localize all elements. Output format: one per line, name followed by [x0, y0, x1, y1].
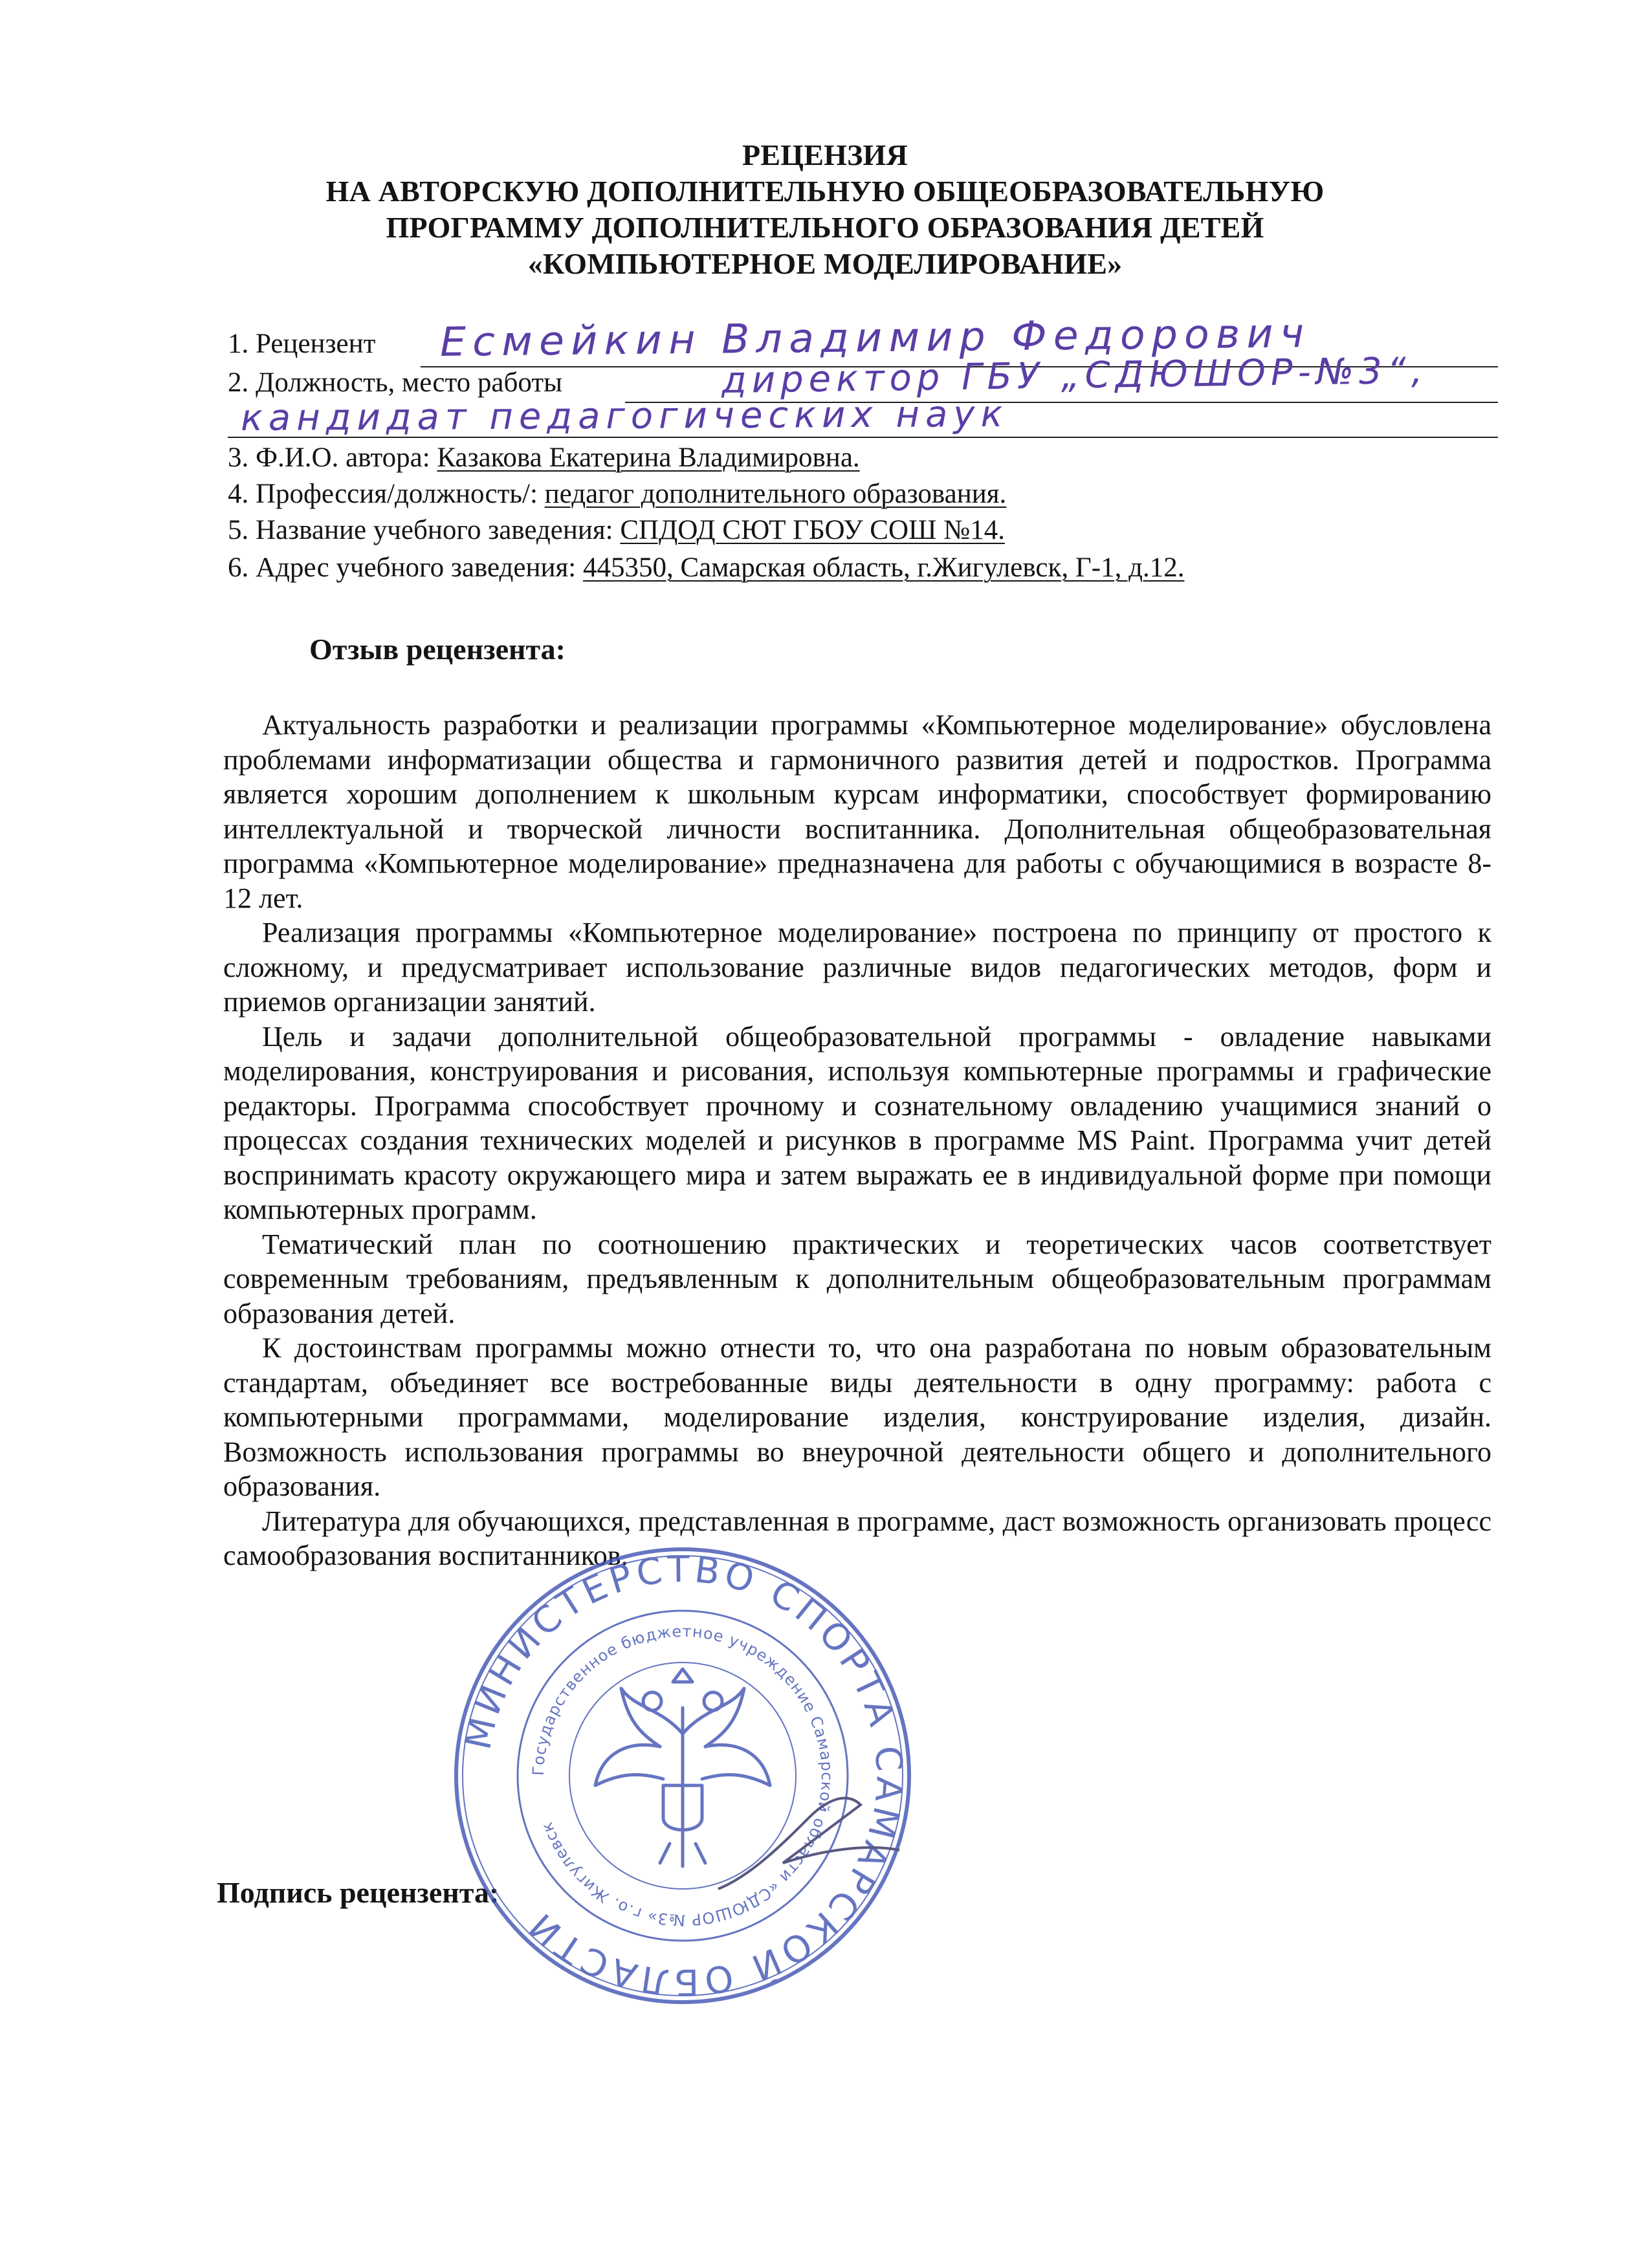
reviewer-label: 1. Рецензент [228, 329, 376, 359]
title-line-2: НА АВТОРСКУЮ ДОПОЛНИТЕЛЬНУЮ ОБЩЕОБРАЗОВАТЕЛЬНУЮ [325, 175, 1325, 208]
review-paragraph: К достоинствам программы можно отнести то, что она разработана по новым образовательным стандартам, объединяет все востребованные виды деятельности в одну программу: работа с компьютерными программами, моделирование изделия, конструирование изделия, дизайн. Возможность использования программы во внеурочной деятельности общего и дополнительного образования. [223, 1332, 1491, 1502]
official-seal-stamp [446, 1540, 919, 2012]
signature-label: Подпись рецензента: [217, 1876, 500, 1909]
school-value: СПДОД СЮТ ГБОУ СОШ №14. [620, 515, 1005, 545]
seal-inner-text: Государственное бюджетное учреждение Самарской области «СДЮШОР №3» г.о. Жигулевск [529, 1622, 837, 1930]
author-field [228, 441, 860, 475]
review-heading: Отзыв рецензента: [309, 633, 566, 666]
author-label: 3. Ф.И.О. автора: [228, 442, 430, 473]
title-line-1: РЕЦЕНЗИЯ [742, 138, 908, 171]
reviewer-field [228, 327, 375, 361]
position-handwritten-line-1: директор ГБУ „СДЮШОР-№3“, [721, 349, 1429, 402]
review-paragraph: Литература для обучающихся, представленная в программе, даст возможность организовать процесс самообразования воспитанников. [223, 1505, 1491, 1571]
title-line-3: ПРОГРАММУ ДОПОЛНИТЕЛЬНОГО ОБРАЗОВАНИЯ ДЕТЕЙ [386, 211, 1264, 244]
review-paragraph: Цель и задачи дополнительной общеобразовательной программы - овладение навыками моделирования, конструирования и рисования, используя компьютерные программы и графические редакторы. Программа способствует прочному и сознательному овладению учащимися знаний о процессах создания технических моделей и рисунков в программе MS Paint. Программа учит детей воспринимать красоту окружающего мира и затем выражать ее в индивидуальной форме при помощи компьютерных программ. [223, 1020, 1491, 1225]
position-label: 2. Должность, место работы [228, 367, 563, 398]
profession-value: педагог дополнительного образования. [544, 479, 1007, 509]
address-field [228, 551, 1184, 585]
author-value: Казакова Екатерина Владимировна. [437, 442, 860, 473]
title-line-4: «КОМПЬЮТЕРНОЕ МОДЕЛИРОВАНИЕ» [527, 247, 1123, 280]
review-paragraph: Актуальность разработки и реализации программы «Компьютерное моделирование» обусловлена проблемами информатизации общества и гармоничного развития детей и подростков. Программа является хорошим дополнением к школьным курсам информатики, способствует формированию интеллектуальной и творческой личности воспитанника. Дополнительная общеобразовательная программа «Компьютерное моделирование» предназначена для работы с обучающимися в возрасте 8-12 лет. [223, 709, 1491, 914]
school-field [228, 514, 1005, 547]
document-title [194, 137, 1456, 282]
reviewer-name-handwritten: Есмейкин Владимир Федорович [439, 309, 1311, 365]
profession-label: 4. Профессия/должность/: [228, 479, 538, 509]
address-value: 445350, Самарская область, г.Жигулевск, Г-1, д.12. [582, 552, 1185, 583]
review-body [223, 708, 1491, 1573]
eagle-emblem-icon [595, 1669, 770, 1866]
position-field [228, 366, 562, 400]
position-handwritten-line-2: кандидат педагогических наук [240, 393, 1009, 439]
school-label: 5. Название учебного заведения: [228, 515, 613, 545]
seal-outer-text: МИНИСТЕРСТВО СПОРТА САМАРСКОЙ ОБЛАСТИ [457, 1548, 910, 2003]
review-paragraph: Тематический план по соотношению практических и теоретических часов соответствует современным требованиям, предъявленным к дополнительным общеобразовательным программам образования детей. [223, 1228, 1491, 1329]
review-paragraph: Реализация программы «Компьютерное моделирование» построена по принципу от простого к сложному, и предусматривает использование различные видов педагогических методов, форм и приемов организации занятий. [223, 917, 1491, 1018]
profession-field [228, 477, 1006, 511]
address-label: 6. Адрес учебного заведения: [228, 552, 577, 583]
